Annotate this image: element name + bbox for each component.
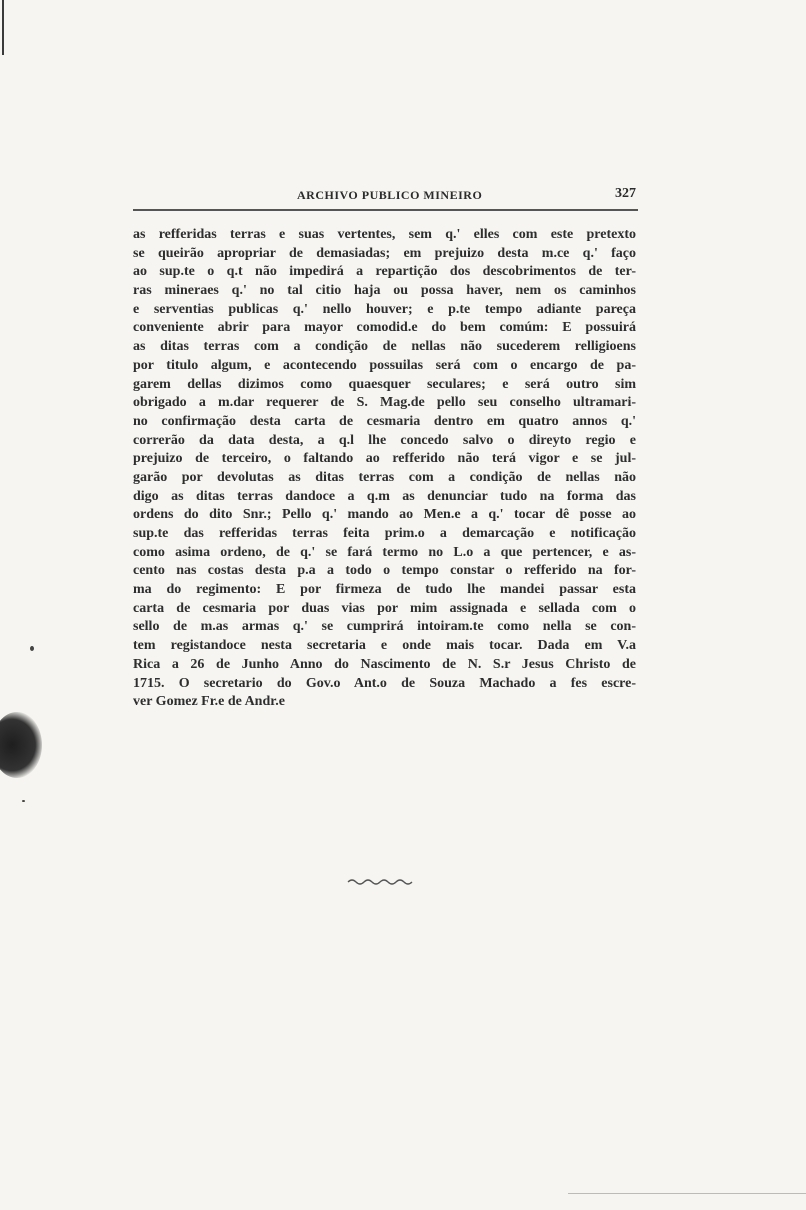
text-line: carta de cesmaria por duas vias por mim assignada e sellada com o — [133, 600, 636, 616]
footer-rule — [568, 1193, 806, 1194]
running-header — [133, 186, 638, 208]
text-line: se queirão apropriar de demasiadas; em prejuizo desta m.ce q.' faço — [133, 245, 636, 261]
text-line: garem dellas dizimos como quaesquer seculares; e será outro sim — [133, 376, 636, 392]
scan-speck — [30, 646, 34, 651]
text-line: no confirmação desta carta de cesmaria dentro em quatro annos q.' — [133, 413, 636, 429]
text-line: ver Gomez Fr.e de Andr.e — [133, 694, 285, 710]
text-line: tem registandoce nesta secretaria e onde mais tocar. Dada em V.a — [133, 638, 636, 654]
text-line: conveniente abrir para mayor comodid.e do bem comúm: E possuirá — [133, 320, 636, 336]
text-line: e serventias publicas q.' nello houver; e p.te tempo adiante pareça — [133, 301, 636, 317]
text-line: as ditas terras com a condição de nellas não sucederem relligioens — [133, 339, 636, 355]
page-number: 327 — [615, 186, 636, 201]
page-edge-mark — [2, 0, 4, 55]
text-line: Rica a 26 de Junho Anno do Nascimento de N. S.r Jesus Christo de — [133, 656, 636, 672]
text-line: as refferidas terras e suas vertentes, sem q.' elles com este pretexto — [133, 227, 636, 242]
text-line: garão por devolutas as ditas terras com a condição de nellas não — [133, 469, 636, 485]
text-line: prejuizo de terceiro, o faltando ao refferido não terá vigor e se jul- — [133, 451, 636, 467]
text-line: ordens do dito Snr.; Pello q.' mando ao Men.e a q.' tocar dê posse ao — [133, 507, 636, 523]
text-line: obrigado a m.dar requerer de S. Mag.de pello seu conselho ultramari- — [133, 395, 636, 411]
end-ornament — [346, 876, 414, 886]
text-line: como asima ordeno, de q.' se fará termo no L.o a que pertencer, e as- — [133, 544, 636, 560]
text-line: correrão da data desta, a q.l lhe concedo salvo o direyto regio e — [133, 432, 636, 448]
document-body — [133, 226, 636, 712]
text-line: ras mineraes q.' no tal citio haja ou possa haver, nem os caminhos — [133, 283, 636, 299]
text-line: sello de m.as armas q.' se cumprirá intoiram.te como nella se con- — [133, 619, 636, 635]
header-rule — [133, 209, 638, 211]
text-line: ma do regimento: E por firmeza de tudo lhe mandei passar esta — [133, 582, 636, 598]
text-line: por titulo algum, e acontecendo possuilas será com o encargo de pa- — [133, 357, 636, 373]
text-line: 1715. O secretario do Gov.o Ant.o de Souza Machado a fes escre- — [133, 675, 636, 691]
text-line: cento nas costas desta p.a a todo o tempo constar o refferido na for- — [133, 563, 636, 579]
text-line: ao sup.te o q.t não impedirá a repartição dos descobrimentos de ter- — [133, 264, 636, 280]
text-line: sup.te das refferidas terras feita prim.o a demarcação e notificação — [133, 526, 636, 541]
scan-speck — [22, 800, 25, 802]
text-line: digo as ditas terras dandoce a q.m as denunciar tudo na forma das — [133, 488, 636, 504]
scan-blot — [0, 712, 42, 778]
header-title: ARCHIVO PUBLICO MINEIRO — [297, 188, 483, 202]
